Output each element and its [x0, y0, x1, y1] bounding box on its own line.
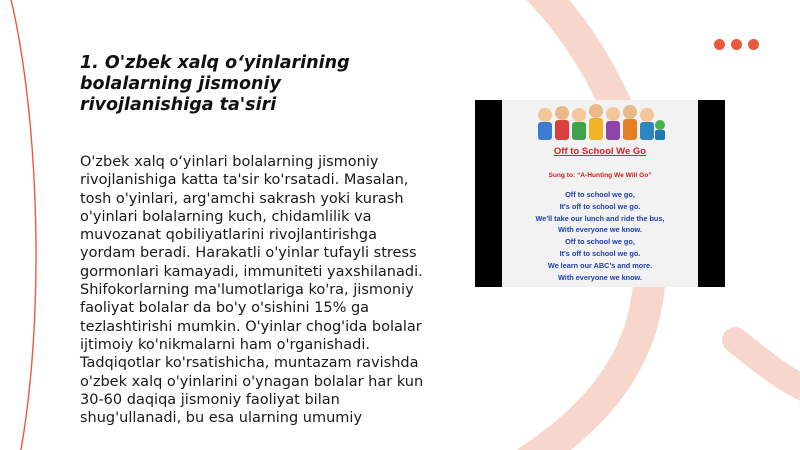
lyric-line: It's off to school we go.: [559, 201, 641, 211]
children-illustration-icon: [535, 103, 665, 143]
lyric-line: It's off to school we go.: [559, 248, 641, 258]
video-player[interactable]: [475, 100, 725, 287]
lyric-line: With everyone we know.: [557, 225, 642, 235]
song-title: Off to School We Go: [553, 146, 647, 157]
menu-dots-icon: [714, 39, 759, 50]
dot-icon: [714, 39, 725, 50]
lyric-line: We learn our ABC's and more.: [547, 260, 653, 270]
slide-body-text: O'zbek xalq o‘yinlari bolalarning jismoniy rivojlanishiga katta ta'sir ko'rsatadi. Masalan, tosh o'yinlari, arg'amchi sakrash yoki kurash o'yinlari bolalarning kuch, chidamlilik va muvozanat qobiliyatlarini rivojlantirishga yordam beradi. Harakatli o'yinlar tufayli stress gormonlari kamayadi, immuniteti yaxshilanadi. Shifokorlarning ma'lumotlariga ko'ra, jismoniy faoliyat bolalar da bo'y o'sishini 15% ga tezlashtirishi mumkin. O'yinlar chog'ida bolalar ijtimoiy ko'nikmalarni ham o'rganishadi. Tadqiqotlar ko'rsatishicha, muntazam ravishda o'zbek xalq o'yinlarini o'ynagan bolalar har kun 30-60 daqiqa jismoniy faoliyat bilan shug'ullanadi, bu esa ularning umumiy: [80, 154, 424, 427]
lyric-line: With everyone we know.: [557, 272, 642, 282]
lyric-line: We'll take our lunch and ride the bus,: [535, 213, 665, 223]
sung-to-line: Sung to: “A-Hunting We Will Go”: [548, 172, 652, 179]
slide-title: 1. O'zbek xalq o‘yinlarining bolalarning jismoniy rivojlanishiga ta'siri: [80, 53, 350, 115]
lyric-line: Off to school we go,: [565, 237, 635, 247]
video-frame: [502, 100, 698, 287]
dot-icon: [748, 39, 759, 50]
dot-icon: [731, 39, 742, 50]
lyrics-block: [502, 189, 698, 283]
lyric-line: Off to school we go,: [565, 190, 635, 199]
